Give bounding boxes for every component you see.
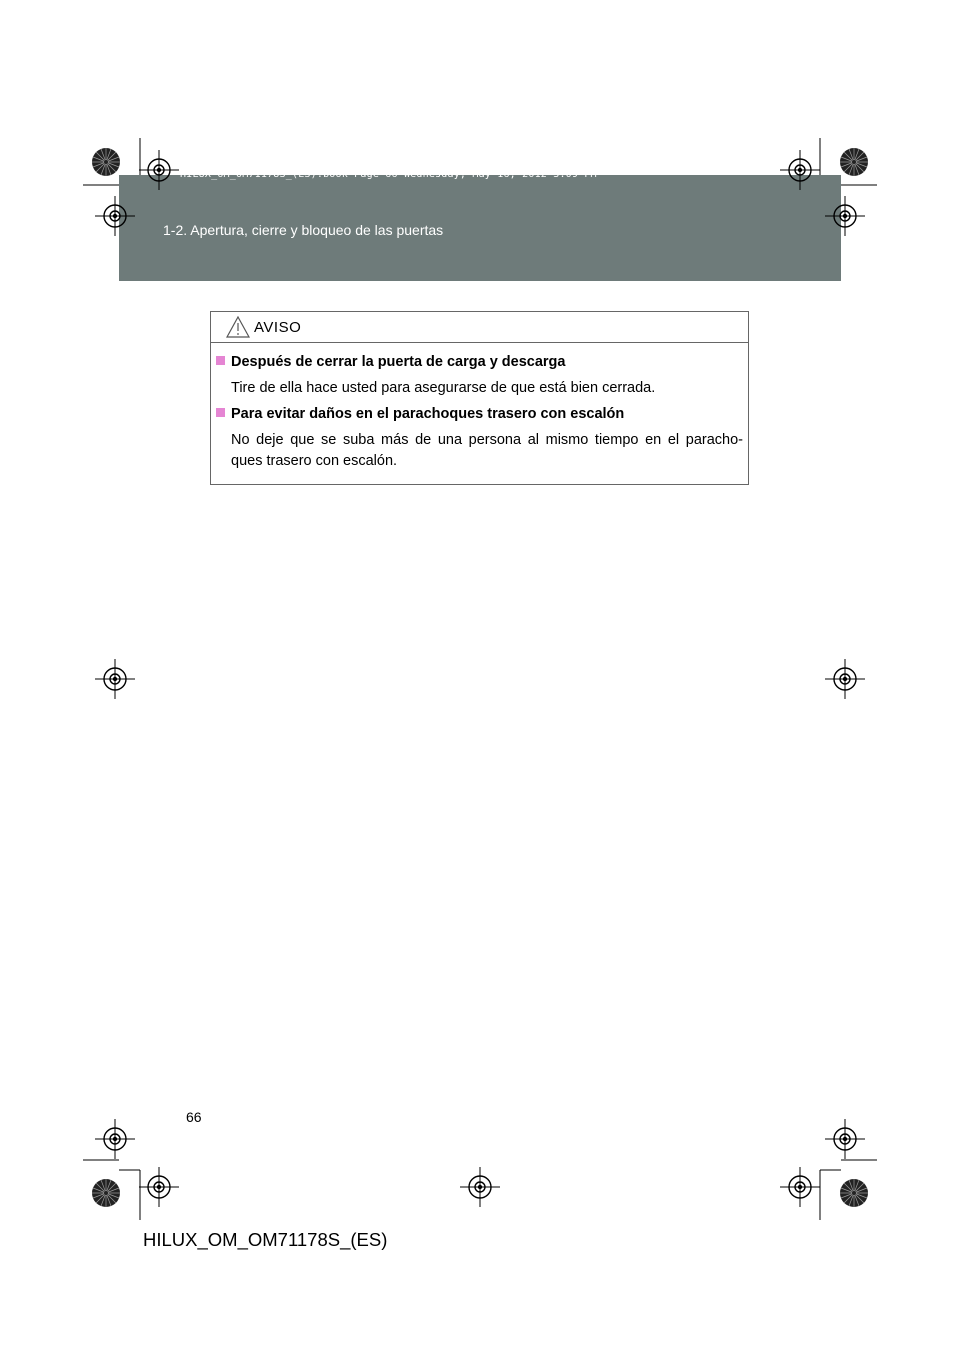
warning-box [210, 311, 749, 485]
page-number: 66 [186, 1109, 202, 1125]
item-heading: Después de cerrar la puerta de carga y descarga [231, 354, 566, 370]
item-body: Tire de ella hace usted para asegurarse de que está bien cerrada. [231, 380, 656, 396]
warning-title: AVISO [254, 319, 302, 336]
item-heading: Para evitar daños en el parachoques trasero con escalón [231, 406, 625, 422]
bullet-square-icon [216, 408, 225, 417]
item-body-line1: No deje que se suba más de una persona al mismo tiempo en el paracho- [231, 432, 743, 448]
warning-triangle-icon [226, 316, 250, 338]
doc-code: HILUX_OM_OM71178S_(ES) [143, 1229, 388, 1250]
section-title: 1-2. Apertura, cierre y bloqueo de las puertas [163, 222, 444, 238]
warning-item-1 [216, 354, 565, 370]
bullet-square-icon [216, 356, 225, 365]
print-info: HILUX_OM_OM71178S_(ES).book Page 66 Wednesday, May 16, 2012 3:09 PM [180, 169, 597, 180]
item-body-line2: ques trasero con escalón. [231, 453, 398, 469]
warning-header [211, 312, 748, 343]
warning-item-2 [216, 406, 624, 422]
